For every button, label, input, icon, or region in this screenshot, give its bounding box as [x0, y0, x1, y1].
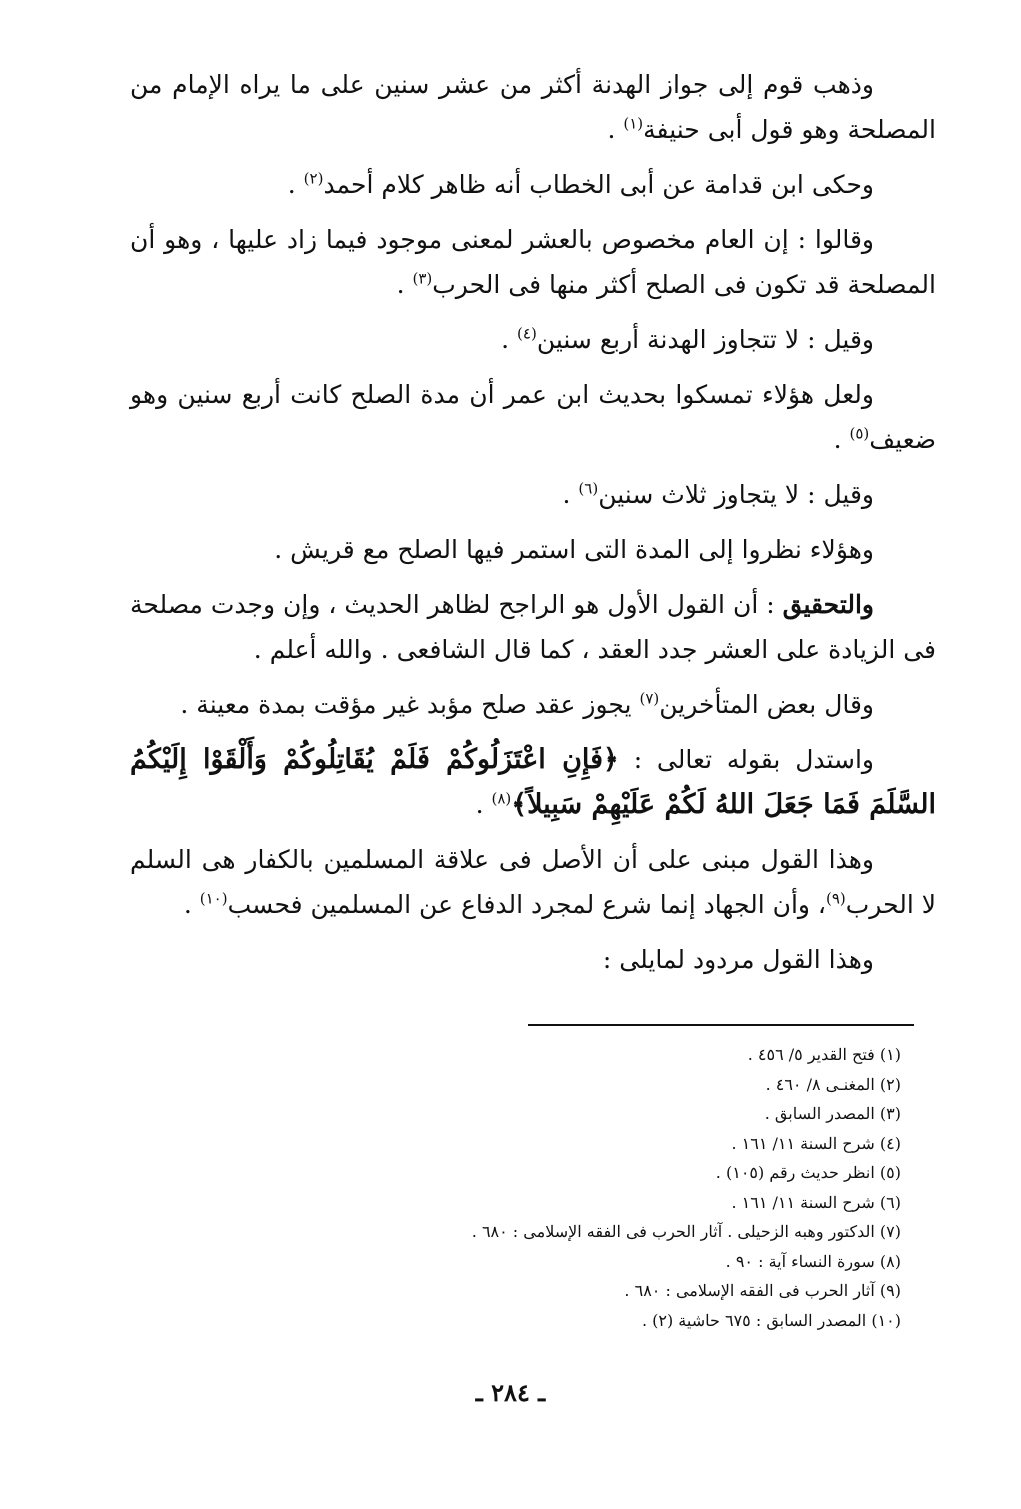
footnote-ref: (١٠) [199, 889, 228, 908]
footnote-ref: (٢) [303, 169, 324, 188]
footnote: (٤) شرح السنة ١١/ ١٦١ . [731, 1133, 901, 1153]
footnote-ref: (١) [623, 114, 644, 133]
quran-verse: ﴿فَإِنِ اعْتَزَلُوكُمْ فَلَمْ يُقَاتِلُوكُمْ وَأَلْقَوْا إِلَيْكُمُ السَّلَمَ فَمَا جَعَلَ اللهُ لَكُمْ عَلَيْهِمْ سَبِيلاً﴾ [130, 744, 936, 820]
footnote: (٩) آثار الحرب فى الفقه الإسلامى : ٦٨٠ . [624, 1281, 901, 1300]
paragraph-text: وهذا القول مبنى على أن الأصل فى علاقة المسلمين بالكفار هى السلم لا الحرب [130, 845, 936, 919]
paragraph-tail: . [475, 790, 492, 819]
paragraph-text: وقيل : لا يتجاوز ثلاث سنين [598, 480, 874, 509]
footnote: (٢) المغنـى ٨/ ٤٦٠ . [765, 1074, 901, 1094]
footnote-ref: (٩) [825, 889, 846, 908]
footnote-ref: (٦) [578, 479, 599, 498]
paragraph [130, 737, 936, 827]
paragraph [130, 317, 936, 362]
paragraph-tail: . [501, 325, 518, 354]
footnote: (٣) المصدر السابق . [764, 1104, 901, 1123]
paragraph [130, 837, 936, 927]
paragraph-text: وذهب قوم إلى جواز الهدنة أكثر من عشر سنين على ما يراه الإمام من المصلحة وهو قول أبى حنيفة [130, 70, 936, 144]
paragraph [130, 162, 936, 207]
paragraph [130, 527, 936, 572]
paragraph-text: وحكى ابن قدامة عن أبى الخطاب أنه ظاهر كلام أحمد [323, 170, 874, 199]
paragraph-tail: ، وأن الجهاد إنما شرع لمجرد الدفاع عن المسلمين فحسب [227, 890, 826, 919]
paragraph-text: وقيل : لا تتجاوز الهدنة أربع سنين [536, 325, 874, 354]
footnote-ref: (٣) [412, 269, 433, 288]
footnote: (٧) الدكتور وهبه الزحيلى . آثار الحرب فى الفقه الإسلامى : ٦٨٠ . [471, 1222, 901, 1241]
footnote-ref: (٥) [849, 424, 870, 443]
paragraph [130, 682, 936, 727]
paragraph [130, 472, 936, 517]
paragraph [130, 937, 936, 982]
paragraph-tail: . [562, 480, 579, 509]
paragraph-text: واستدل بقوله تعالى : [618, 745, 874, 774]
paragraph-tail: . [396, 270, 413, 299]
paragraph-tail: . [833, 425, 850, 454]
footnote: (٥) انظر حديث رقم (١٠٥) . [715, 1163, 901, 1182]
paragraph-tail: يجوز عقد صلح مؤبد غير مؤقت بمدة معينة . [180, 690, 640, 719]
paragraph-text: وقال بعض المتأخرين [659, 690, 874, 719]
paragraph-text: وقالوا : إن العام مخصوص بالعشر لمعنى موجود فيما زاد عليها ، وهو أن المصلحة قد تكون فى الصلح أكثر منها فى الحرب [130, 225, 936, 299]
footnote-ref: (٨) [491, 789, 512, 808]
footnote: (١) فتح القدير ٥/ ٤٥٦ . [747, 1045, 901, 1064]
footnote: (١٠) المصدر السابق : ٦٧٥ حاشية (٢) . [641, 1310, 901, 1330]
paragraph [130, 62, 936, 152]
paragraph-text: وهذا القول مردود لمايلى : [602, 945, 874, 974]
emphasis-lead: والتحقيق [782, 590, 874, 619]
paragraph-tail: . [607, 115, 624, 144]
paragraph [130, 372, 936, 462]
page-number: ـ ٢٨٤ ـ [475, 1378, 546, 1407]
paragraph [130, 582, 936, 672]
footnote-ref: (٧) [639, 689, 660, 708]
footnote: (٦) شرح السنة ١١/ ١٦١ . [731, 1192, 901, 1212]
footnote-separator [528, 1024, 914, 1026]
paragraph-text: ولعل هؤلاء تمسكوا بحديث ابن عمر أن مدة الصلح كانت أربع سنين وهو ضعيف [130, 380, 936, 454]
paragraph-text: وهؤلاء نظروا إلى المدة التى استمر فيها الصلح مع قريش . [274, 535, 874, 564]
main-text [130, 62, 936, 992]
paragraph-tail: . [287, 170, 304, 199]
footnote: (٨) سورة النساء آية : ٩٠ . [725, 1251, 901, 1271]
footnotes [341, 1040, 901, 1335]
paragraph [130, 217, 936, 307]
footnote-ref: (٤) [517, 324, 537, 343]
paragraph-tail: . [183, 890, 200, 919]
paragraph-text: : أن القول الأول هو الراجح لظاهر الحديث ، وإن وجدت مصلحة فى الزيادة على العشر جدد العقد ، كما قال الشافعى . والله أعلم . [130, 590, 936, 664]
